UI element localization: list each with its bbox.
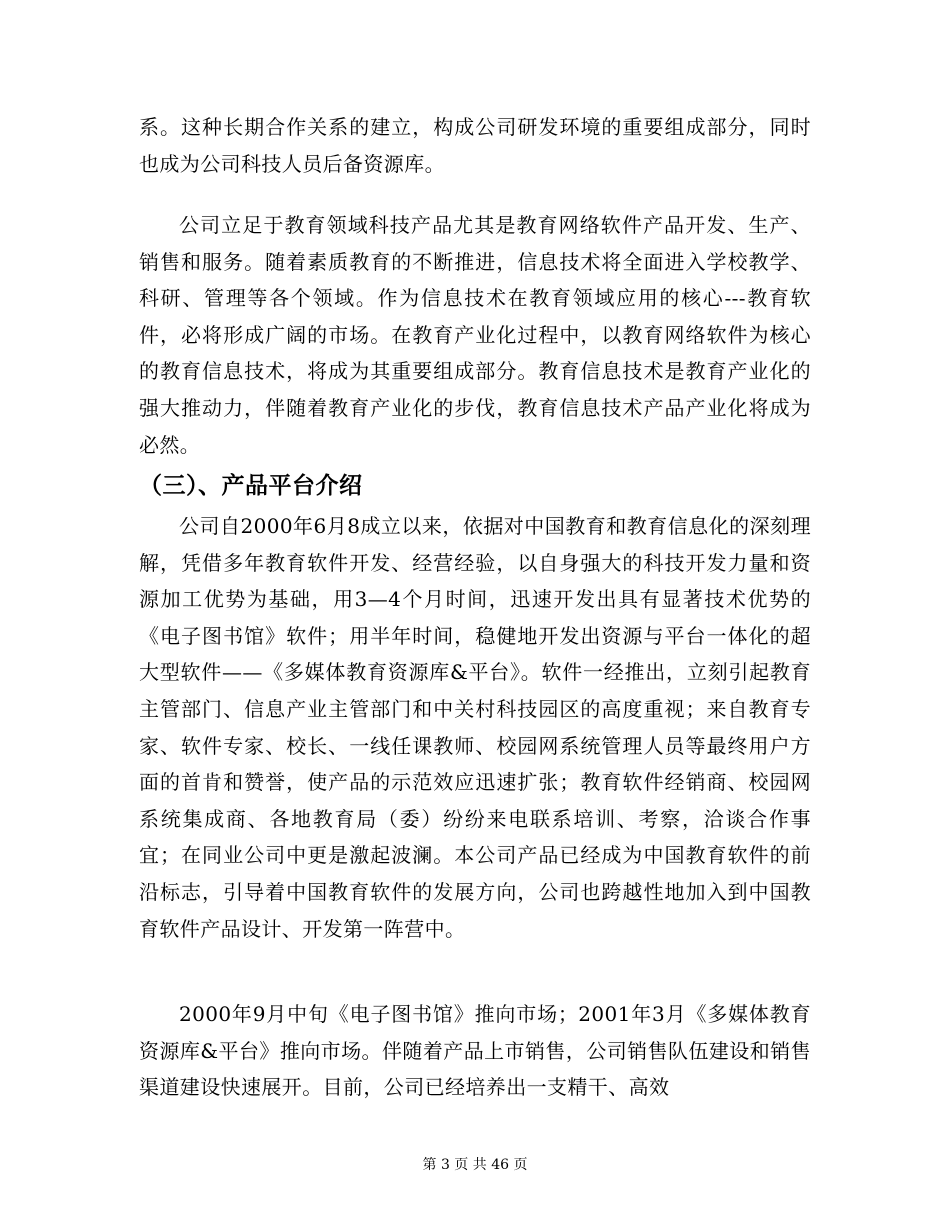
paragraph-continuation: 系。这种长期合作关系的建立，构成公司研发环境的重要组成部分，同时也成为公司科技人员后备资源库。 — [139, 115, 811, 176]
paragraph-company-focus: 公司立足于教育领域科技产品尤其是教育网络软件产品开发、生产、销售和服务。随着素质教育的不断推进，信息技术将全面进入学校教学、科研、管理等各个领域。作为信息技术在教育领域应用的核心---教育软件，必将形成广阔的市场。在教育产业化过程中，以教育网络软件为核心的教育信息技术，将成为其重要组成部分。教育信息技术是教育产业化的强大推动力，伴随着教育产业化的步伐，教育信息技术产品产业化将成为必然。 — [139, 213, 811, 457]
paragraph-market-launch: 2000年9月中旬《电子图书馆》推向市场；2001年3月《多媒体教育资源库&平台》推向市场。伴随着产品上市销售，公司销售队伍建设和销售渠道建设快速展开。目前，公司已经培养出一支精干、高效 — [139, 1002, 811, 1100]
paragraph-product-intro: 公司自2000年6月8成立以来，依据对中国教育和教育信息化的深刻理解，凭借多年教育软件开发、经营经验，以自身强大的科技开发力量和资源加工优势为基础，用3—4个月时间，迅速开发出具有显著技术优势的《电子图书馆》软件；用半年时间，稳健地开发出资源与平台一体化的超大型软件——《多媒体教育资源库&平台》。软件一经推出，立刻引起教育主管部门、信息产业主管部门和中关村科技园区的高度重视；来自教育专家、软件专家、校长、一线任课教师、校园网系统管理人员等最终用户方面的首肯和赞誉，使产品的示范效应迅速扩张；教育软件经销商、校园网系统集成商、各地教育局（委）纷纷来电联系培训、考察，洽谈合作事宜；在同业公司中更是激起波澜。本公司产品已经成为中国教育软件的前沿标志，引导着中国教育软件的发展方向，公司也跨越性地加入到中国教育软件产品设计、开发第一阵营中。 — [139, 514, 811, 941]
section-heading: （三）、产品平台介绍 — [139, 473, 363, 499]
page-number-footer: 第 3 页 共 46 页 — [422, 1157, 528, 1173]
